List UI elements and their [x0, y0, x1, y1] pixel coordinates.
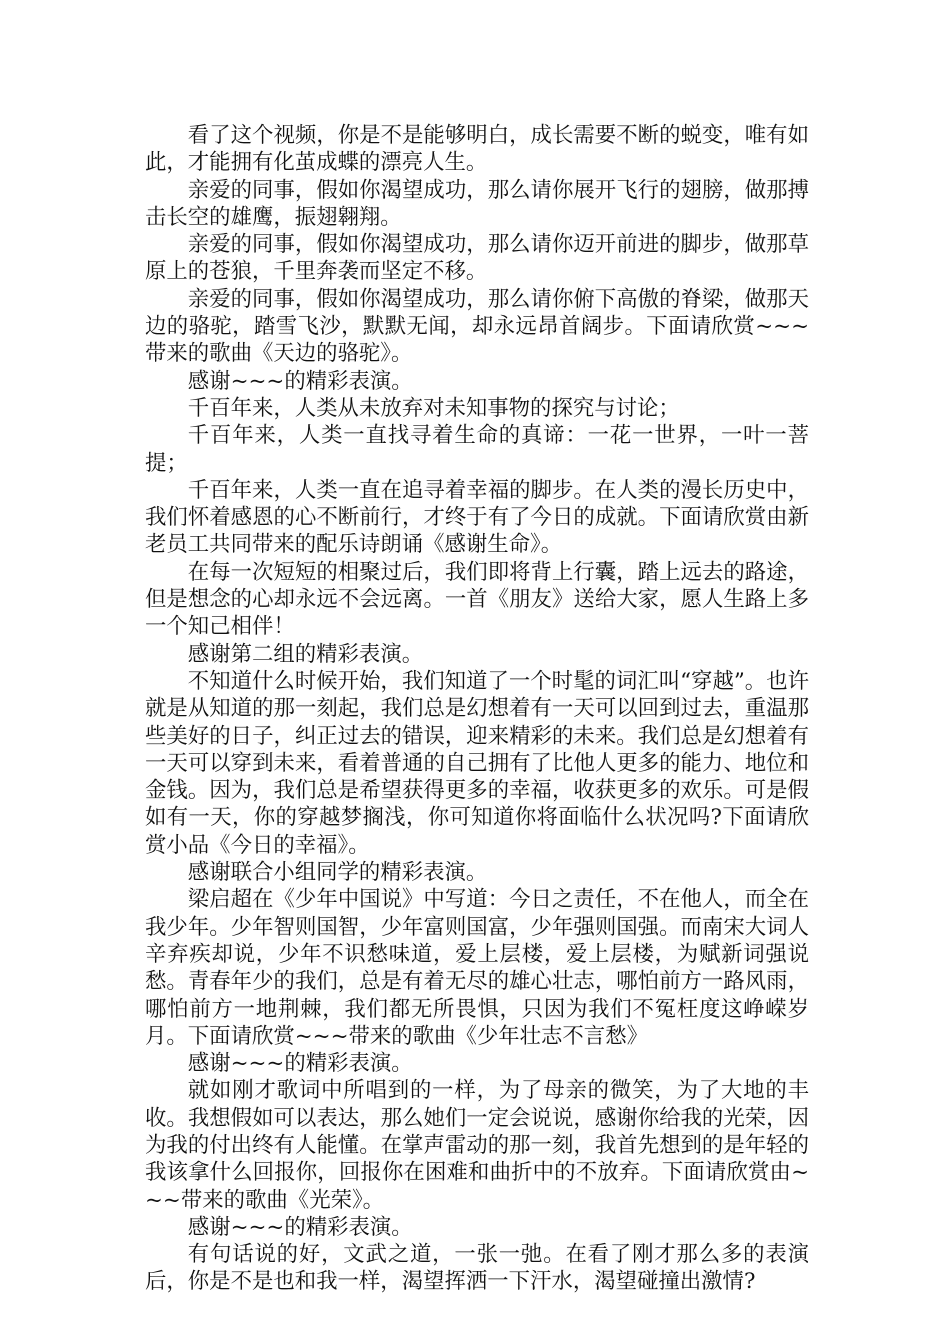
paragraph: 在每一次短短的相聚过后，我们即将背上行囊，踏上远去的路途，但是想念的心却永远不会远离。一首《朋友》送给大家，愿人生路上多一个知己相伴！ — [145, 559, 809, 640]
paragraph: 千百年来，人类从未放弃对未知事物的探究与讨论； — [187, 395, 680, 421]
paragraph: 看了这个视频，你是不是能够明白，成长需要不断的蜕变，唯有如此，才能拥有化茧成蝶的漂亮人生。 — [145, 123, 809, 176]
paragraph: 千百年来，人类一直在追寻着幸福的脚步。在人类的漫长历史中，我们怀着感恩的心不断前行，才终于有了今日的成就。下面请欣赏由新老员工共同带来的配乐诗朗诵《感谢生命》。 — [145, 477, 809, 558]
paragraph: 亲爱的同事，假如你渴望成功，那么请你迈开前进的脚步，做那草原上的苍狼，千里奔袭而坚定不移。 — [145, 232, 809, 285]
paragraph: 千百年来，人类一直找寻着生命的真谛：一花一世界，一叶一菩提； — [145, 423, 809, 476]
paragraph: 感谢~~~的精彩表演。 — [187, 1214, 413, 1240]
paragraph: 感谢~~~的精彩表演。 — [187, 368, 413, 394]
paragraph: 亲爱的同事，假如你渴望成功，那么请你展开飞行的翅膀，做那搏击长空的雄鹰，振翅翱翔。 — [145, 177, 809, 230]
document-body — [145, 122, 809, 1296]
paragraph: 有句话说的好，文武之道，一张一弛。在看了刚才那么多的表演后，你是不是也和我一样，渴望挥洒一下汗水，渴望碰撞出激情? — [145, 1242, 809, 1295]
paragraph: 不知道什么时候开始，我们知道了一个时髦的词汇叫“穿越”。也许就是从知道的那一刻起，我们总是幻想着有一天可以回到过去，重温那些美好的日子，纠正过去的错误，迎来精彩的未来。我们总是幻想着有一天可以穿到未来，看着普通的自己拥有了比他人更多的能力、地位和金钱。因为，我们总是希望获得更多的幸福，收获更多的欢乐。可是假如有一天，你的穿越梦搁浅，你可知道你将面临什么状况吗?下面请欣赏小品《今日的幸福》。 — [145, 668, 809, 858]
paragraph: 梁启超在《少年中国说》中写道：今日之责任，不在他人，而全在我少年。少年智则国智，少年富则国富，少年强则国强。而南宋大词人辛弃疾却说，少年不识愁味道，爱上层楼，爱上层楼，为赋新词强说愁。青春年少的我们，总是有着无尽的雄心壮志，哪怕前方一路风雨，哪怕前方一地荆棘，我们都无所畏惧，只因为我们不冤枉度这峥嵘岁月。下面请欣赏~~~带来的歌曲《少年壮志不言愁》 — [145, 887, 809, 1049]
paragraph: 就如刚才歌词中所唱到的一样，为了母亲的微笑，为了大地的丰收。我想假如可以表达，那么她们一定会说说，感谢你给我的光荣，因为我的付出终有人能懂。在掌声雷动的那一刻，我首先想到的是年轻的我该拿什么回报你，回报你在困难和曲折中的不放弃。下面请欣赏由~~~带来的歌曲《光荣》。 — [145, 1078, 809, 1213]
paragraph: 感谢第二组的精彩表演。 — [187, 641, 424, 667]
paragraph: 感谢~~~的精彩表演。 — [187, 1051, 413, 1077]
paragraph: 亲爱的同事，假如你渴望成功，那么请你俯下高傲的脊梁，做那天边的骆驼，踏雪飞沙，默默无闻，却永远昂首阔步。下面请欣赏~~~带来的歌曲《天边的骆驼》。 — [145, 286, 809, 367]
paragraph: 感谢联合小组同学的精彩表演。 — [187, 860, 488, 886]
